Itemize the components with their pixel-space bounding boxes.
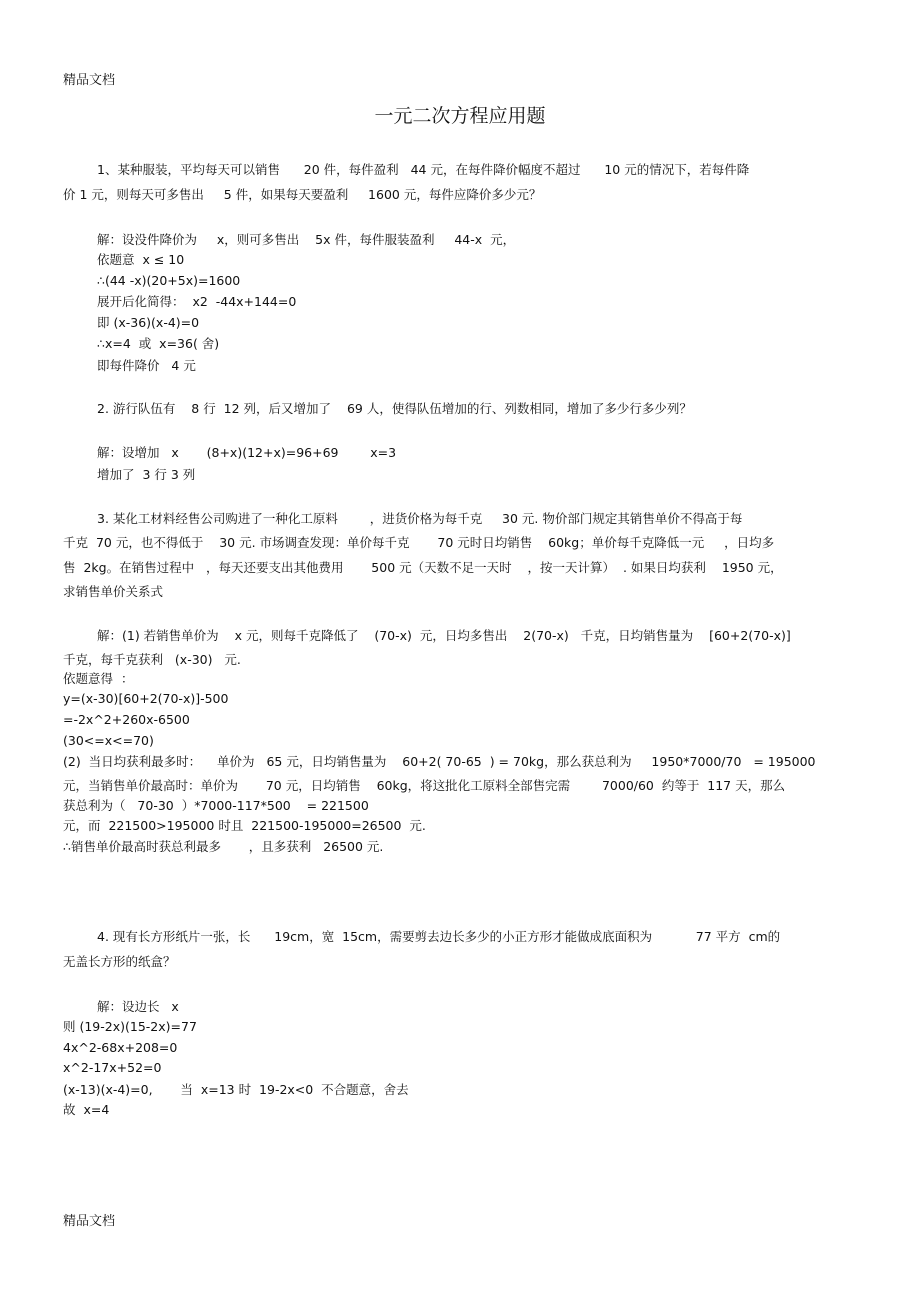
text-line: 求销售单价关系式 xyxy=(63,584,164,599)
text-line: =-2x^2+260x-6500 xyxy=(63,712,190,727)
text-line: ∴x=4 或 x=36( 舍) xyxy=(97,336,220,351)
text-line: ∴销售单价最高时获总利最多 ，且多获利 26500 元. xyxy=(63,839,384,854)
document-title: 一元二次方程应用题 xyxy=(374,105,546,127)
text-line: (30<=x<=70) xyxy=(63,733,154,748)
page-header: 精品文档 xyxy=(63,73,116,88)
text-line: 解：设没件降价为 x，则可多售出 5x 件，每件服装盈利 44-x 元， xyxy=(97,232,516,247)
text-line: 2. 游行队伍有 8 行 12 列，后又增加了 69 人，使得队伍增加的行、列数相同，增加了多少行多少列？ xyxy=(97,401,692,416)
page-footer: 精品文档 xyxy=(63,1214,116,1229)
text-line: x^2-17x+52=0 xyxy=(63,1060,162,1075)
text-line: ∴(44 -x)(20+5x)=1600 xyxy=(97,273,241,288)
text-line: 1、某种服装，平均每天可以销售 20 件，每件盈利 44 元，在每件降价幅度不超过 10 元的情况下，若每件降 xyxy=(97,162,750,177)
text-line: 千克 70 元，也不得低于 30 元. 市场调查发现：单价每千克 70 元时日均销售 60kg；单价每千克降低一元 ，日均多 xyxy=(63,535,775,550)
text-line: 解：设边长 x xyxy=(97,999,179,1014)
text-line: 依题意 x ≤ 10 xyxy=(97,252,185,267)
text-line: 故 x=4 xyxy=(63,1102,110,1117)
text-line: 解：设增加 x (8+x)(12+x)=96+69 x=3 xyxy=(97,445,397,460)
text-line: 依题意得 ： xyxy=(63,671,134,686)
text-line: 则 (19-2x)(15-2x)=77 xyxy=(63,1019,197,1034)
text-line: 4. 现有长方形纸片一张，长 19cm，宽 15cm，需要剪去边长多少的小正方形才能做成底面积为 77 平方 cm的 xyxy=(97,929,781,944)
text-line: 元，而 221500>195000 时且 221500-195000=26500 元. xyxy=(63,818,426,833)
text-line: 千克，每千克获利 (x-30) 元. xyxy=(63,652,241,667)
text-line: y=(x-30)[60+2(70-x)]-500 xyxy=(63,691,229,706)
text-line: 无盖长方形的纸盒？ xyxy=(63,954,176,969)
text-line: 即 (x-36)(x-4)=0 xyxy=(97,315,200,330)
text-line: (2) 当日均获利最多时： 单价为 65 元，日均销售量为 60+2( 70-65 ) = 70kg，那么获总利为 1950*7000/70 = 195000 xyxy=(63,754,816,769)
text-line: 价 1 元，则每天可多售出 5 件，如果每天要盈利 1600 元，每件应降价多少元？ xyxy=(63,187,542,202)
text-line: 3. 某化工材料经售公司购进了一种化工原料 ，进货价格为每千克 30 元. 物价部门规定其销售单价不得高于每 xyxy=(97,511,743,526)
text-line: 售 2kg。在销售过程中 ，每天还要支出其他费用 500 元（天数不足一天时 ，按一天计算） . 如果日均获利 1950 元， xyxy=(63,560,783,575)
text-line: 获总利为（ 70-30 ）*7000-117*500 = 221500 xyxy=(63,798,369,813)
text-line: 解：(1) 若销售单价为 x 元，则每千克降低了 (70-x) 元，日均多售出 2(70-x) 千克，日均销售量为 [60+2(70-x)] xyxy=(97,628,791,643)
text-line: (x-13)(x-4)=0, 当 x=13 时 19-2x<0 不合题意，舍去 xyxy=(63,1082,409,1097)
text-line: 展开后化简得： x2 -44x+144=0 xyxy=(97,294,297,309)
text-line: 元，当销售单价最高时：单价为 70 元，日均销售 60kg，将这批化工原料全部售完需 7000/60 约等于 117 天，那么 xyxy=(63,778,786,793)
text-line: 增加了 3 行 3 列 xyxy=(97,467,196,482)
text-line: 即每件降价 4 元 xyxy=(97,358,196,373)
text-line: 4x^2-68x+208=0 xyxy=(63,1040,178,1055)
